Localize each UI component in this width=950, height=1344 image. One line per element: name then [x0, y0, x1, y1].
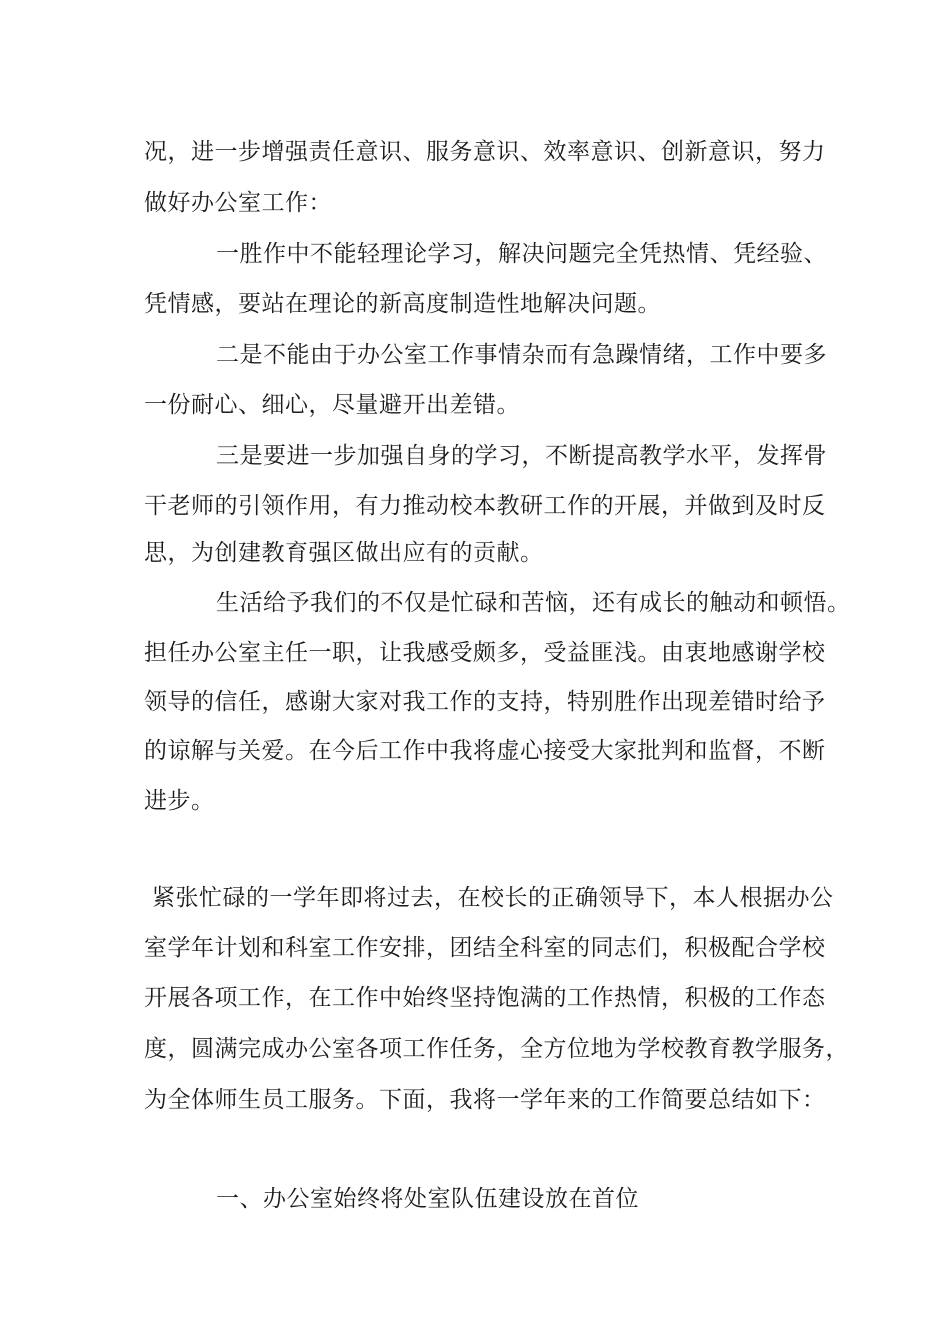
text-line: 三是要进一步加强自身的学习，不断提高教学水平，发挥骨	[216, 443, 827, 469]
text-line: 思，为创建教育强区做出应有的贡献。	[144, 540, 544, 566]
section-heading: 一、办公室始终将处室队伍建设放在首位	[216, 1186, 639, 1212]
text-line: 况，进一步增强责任意识、服务意识、效率意识、创新意识，努力	[144, 139, 826, 165]
text-line: 进步。	[144, 788, 215, 814]
text-line: 做好办公室工作：	[144, 190, 332, 216]
text-line: 为全体师生员工服务。下面，我将一学年来的工作简要总结如下：	[144, 1087, 826, 1113]
text-line: 一份耐心、细心，尽量避开出差错。	[144, 392, 520, 418]
text-line: 室学年计划和科室工作安排，团结全科室的同志们，积极配合学校	[144, 935, 826, 961]
text-line: 生活给予我们的不仅是忙碌和苦恼，还有成长的触动和顿悟。	[216, 590, 851, 616]
text-line: 二是不能由于办公室工作事情杂而有急躁情绪，工作中要多	[216, 342, 827, 368]
text-line: 凭情感，要站在理论的新高度制造性地解决问题。	[144, 291, 661, 317]
text-line: 的谅解与关爱。在今后工作中我将虚心接受大家批判和监督，不断	[144, 738, 826, 764]
text-line: 度，圆满完成办公室各项工作任务，全方位地为学校教育教学服务，	[144, 1036, 849, 1062]
text-line: 担任办公室主任一职，让我感受颇多，受益匪浅。由衷地感谢学校	[144, 640, 826, 666]
text-line: 紧张忙碌的一学年即将过去，在校长的正确领导下，本人根据办公	[152, 885, 834, 911]
text-line: 领导的信任，感谢大家对我工作的支持，特别胜作出现差错时给予	[144, 689, 826, 715]
text-line: 干老师的引领作用，有力推动校本教研工作的开展，并做到及时反	[144, 493, 826, 519]
text-line: 一胜作中不能轻理论学习，解决问题完全凭热情、凭经验、	[216, 241, 827, 267]
text-line: 开展各项工作，在工作中始终坚持饱满的工作热情，积极的工作态	[144, 985, 826, 1011]
